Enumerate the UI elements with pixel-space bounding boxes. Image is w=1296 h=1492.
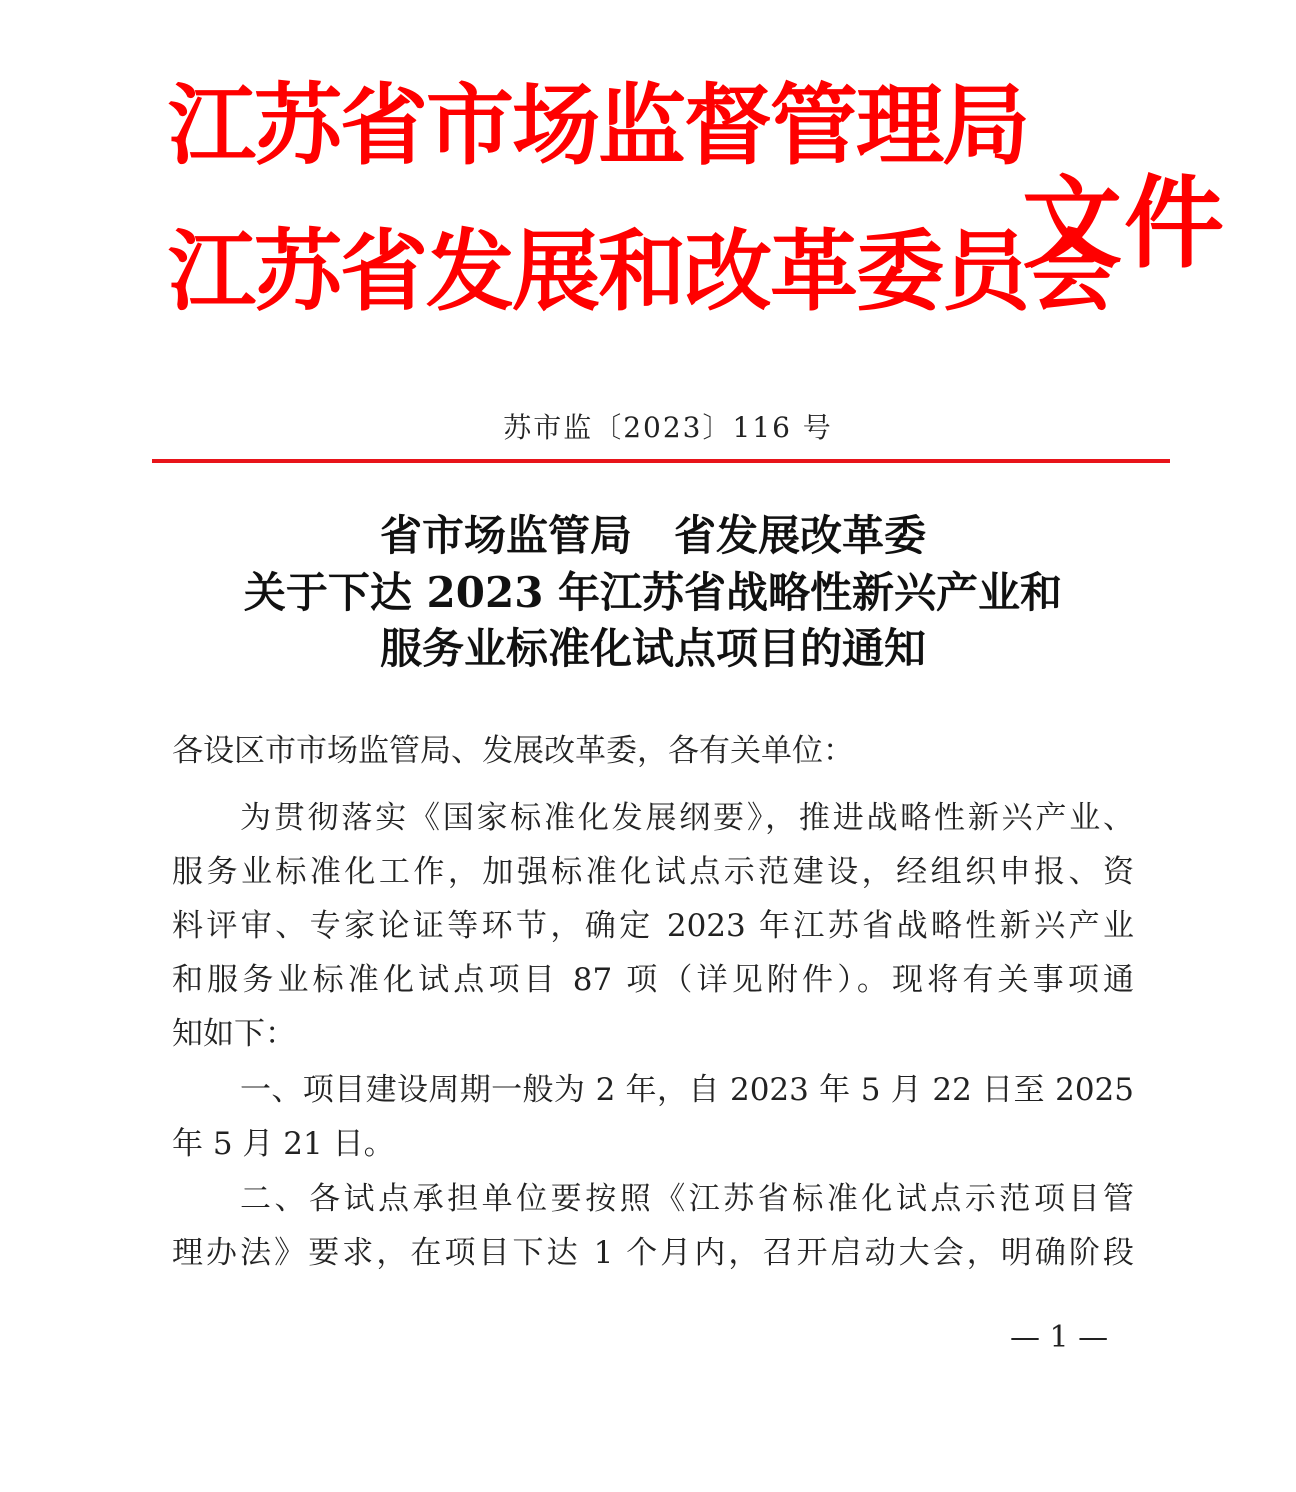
body-line: 知如下： (172, 1016, 296, 1052)
page-number: — 1 — (1010, 1320, 1109, 1355)
body-line: 年 5 月 21 日。 (172, 1126, 395, 1162)
body-line: 料评审、专家论证等环节，确定 2023 年江苏省战略性新兴产业 (172, 908, 1134, 944)
notice-title-line-2: 关于下达 2023 年江苏省战略性新兴产业和 (243, 568, 1063, 617)
salutation: 各设区市市场监管局、发展改革委，各有关单位： (172, 733, 854, 769)
body-line: 服务业标准化工作，加强标准化试点示范建设，经组织申报、资 (172, 854, 1134, 890)
body-line: 一、项目建设周期一般为 2 年，自 2023 年 5 月 22 日至 2025 (240, 1072, 1134, 1108)
document-number: 苏市监〔2023〕116 号 (503, 411, 833, 444)
body-line: 二、各试点承担单位要按照《江苏省标准化试点示范项目管 (240, 1181, 1134, 1217)
notice-title-line-1: 省市场监管局 省发展改革委 (379, 511, 926, 560)
notice-title-line-3: 服务业标准化试点项目的通知 (379, 624, 926, 673)
body-line: 理办法》要求，在项目下达 1 个月内，召开启动大会，明确阶段 (172, 1235, 1134, 1271)
issuing-org-1: 江苏省市场监督管理局 (168, 74, 1029, 177)
body-line: 和服务业标准化试点项目 87 项（详见附件）。现将有关事项通 (172, 962, 1134, 998)
body-line: 为贯彻落实《国家标准化发展纲要》，推进战略性新兴产业、 (240, 800, 1134, 836)
red-divider-rule (152, 459, 1170, 463)
issuing-org-2: 江苏省发展和改革委员会 (168, 220, 1115, 323)
document-label: 文件 (1022, 165, 1226, 282)
